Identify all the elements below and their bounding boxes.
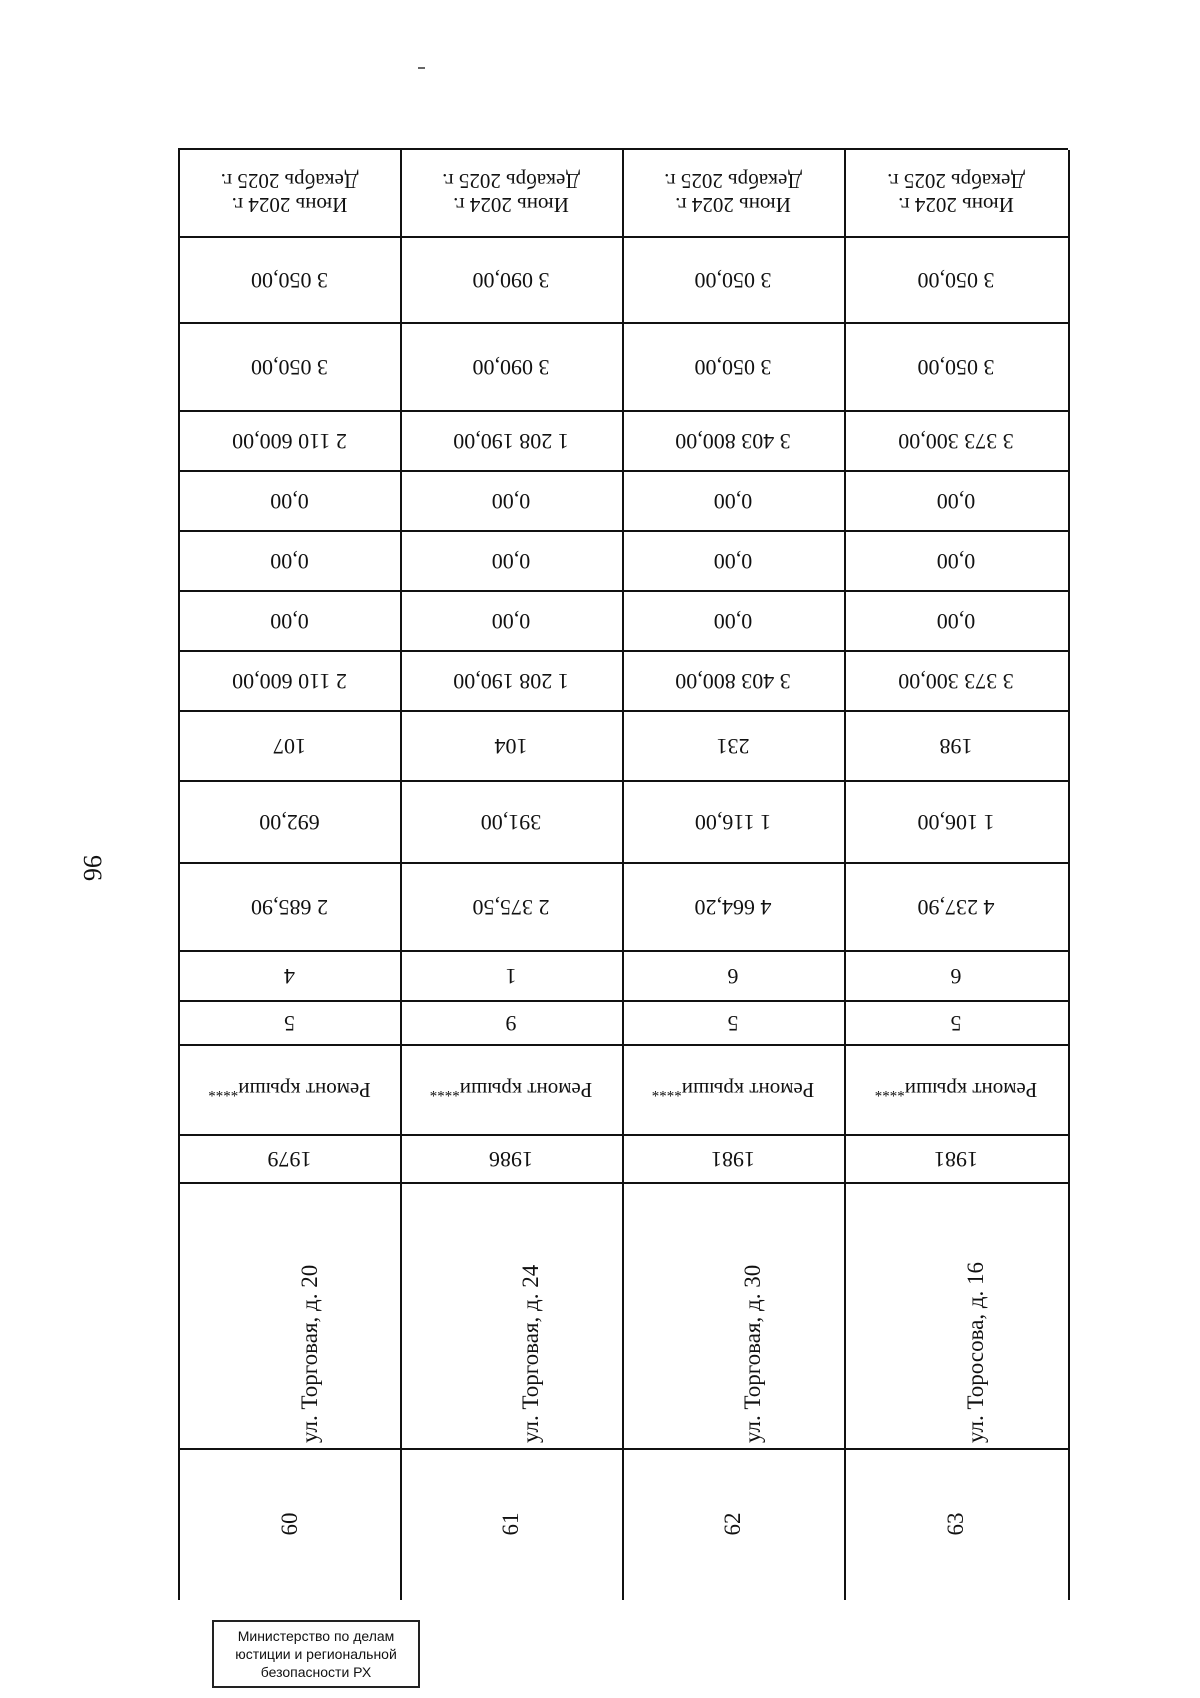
entrances-cell: 4 [284,963,295,989]
floors-cell: 9 [505,1010,517,1036]
period-start: Июнь 2024 г. [898,193,1014,218]
residents-cell: 231 [716,733,750,759]
stamp-line-3: безопасности РХ [260,1664,372,1680]
stamp-line-1: Министерство по делам [237,1628,395,1644]
floors-cell: 5 [727,1010,739,1036]
year-cell: 1981 [711,1146,755,1172]
unit-limit-cell: 3 050,00 [917,267,995,293]
area-total-cell: 4 664,20 [694,894,772,920]
fund-c-cell: 0,00 [491,488,531,514]
floors-cell: 5 [950,1010,962,1036]
work-type-cell [180,1046,399,1134]
address-cell: ул. Торосова, д. 16 [963,1261,988,1443]
unit-cost-cell: 3 090,00 [472,354,550,380]
fund-a-cell: 0,00 [491,608,531,634]
year-cell: 1979 [267,1146,312,1172]
entrances-cell: 6 [727,963,739,989]
area-total-cell: 2 375,50 [472,894,550,920]
cost-owners-cell: 1 208 190,00 [453,428,569,454]
cost-owners-cell: 3 403 800,00 [675,428,791,454]
footnote-mark: **** [208,1082,239,1099]
residents-cell: 198 [939,733,973,759]
page-number: 96 [78,855,107,881]
work-type-text: Ремонт крыши [459,1078,593,1103]
area-roof-cell: 391,00 [480,809,542,835]
unit-limit-cell: 3 090,00 [472,267,550,293]
cost-total-cell: 1 208 190,00 [453,668,569,694]
stamp-line-2: юстиции и региональной [235,1646,397,1662]
fund-b-cell: 0,00 [270,548,309,574]
period-end: Декабрь 2025 г. [442,169,580,193]
fund-b-cell: 0,00 [936,548,976,574]
area-roof-cell: 1 116,00 [694,809,772,835]
entrances-cell: 6 [950,963,962,989]
period-cell [845,150,1067,236]
area-roof-cell: 692,00 [259,809,320,835]
fund-a-cell: 0,00 [270,608,309,634]
fund-b-cell: 0,00 [491,548,531,574]
period-cell [180,150,399,236]
fund-c-cell: 0,00 [936,488,976,514]
period-end: Декабрь 2025 г. [220,169,359,193]
footnote-mark: **** [429,1082,460,1099]
fund-c-cell: 0,00 [713,488,753,514]
fund-c-cell: 0,00 [270,488,309,514]
work-type-text: Ремонт крыши [681,1078,815,1103]
residents-cell: 107 [273,733,306,759]
row-number-cell: 63 [943,1512,968,1536]
footnote-mark: **** [651,1082,682,1099]
unit-cost-cell: 3 050,00 [694,354,772,380]
period-cell [623,150,843,236]
area-total-cell: 4 237,90 [917,894,995,920]
unit-cost-cell: 3 050,00 [251,354,328,380]
cost-total-cell: 3 373 300,00 [898,668,1014,694]
scan-mark [418,67,425,69]
residents-cell: 104 [494,733,528,759]
row-number-cell: 61 [498,1512,523,1536]
floors-cell: 5 [284,1010,295,1036]
cost-owners-cell: 2 110 600,00 [232,428,347,454]
period-end: Декабрь 2025 г. [664,169,802,193]
work-type-cell [401,1046,621,1134]
address-cell: ул. Торговая, д. 24 [518,1264,543,1443]
footnote-mark: **** [874,1082,905,1099]
period-start: Июнь 2024 г. [675,193,791,218]
entrances-cell: 1 [505,963,517,989]
unit-limit-cell: 3 050,00 [251,267,328,293]
period-start: Июнь 2024 г. [231,193,348,218]
fund-b-cell: 0,00 [713,548,753,574]
area-total-cell: 2 685,90 [251,894,328,920]
ministry-stamp [212,1620,420,1688]
period-cell [401,150,621,236]
fund-a-cell: 0,00 [936,608,976,634]
row-number-cell: 62 [720,1512,745,1536]
work-type-text: Ремонт крыши [238,1078,371,1103]
year-cell: 1986 [489,1146,533,1172]
work-type-cell [623,1046,843,1134]
cost-total-cell: 2 110 600,00 [232,668,347,694]
cost-owners-cell: 3 373 300,00 [898,428,1014,454]
period-end: Декабрь 2025 г. [887,169,1025,193]
work-type-cell [845,1046,1067,1134]
fund-a-cell: 0,00 [713,608,753,634]
work-type-text: Ремонт крыши [904,1078,1038,1103]
area-roof-cell: 1 106,00 [917,809,995,835]
unit-limit-cell: 3 050,00 [694,267,772,293]
unit-cost-cell: 3 050,00 [917,354,995,380]
cost-total-cell: 3 403 800,00 [675,668,791,694]
year-cell: 1981 [934,1146,978,1172]
address-cell: ул. Торговая, д. 20 [296,1264,322,1443]
address-cell: ул. Торговая, д. 30 [740,1264,765,1443]
period-start: Июнь 2024 г. [453,193,569,218]
row-number-cell: 60 [276,1512,302,1536]
